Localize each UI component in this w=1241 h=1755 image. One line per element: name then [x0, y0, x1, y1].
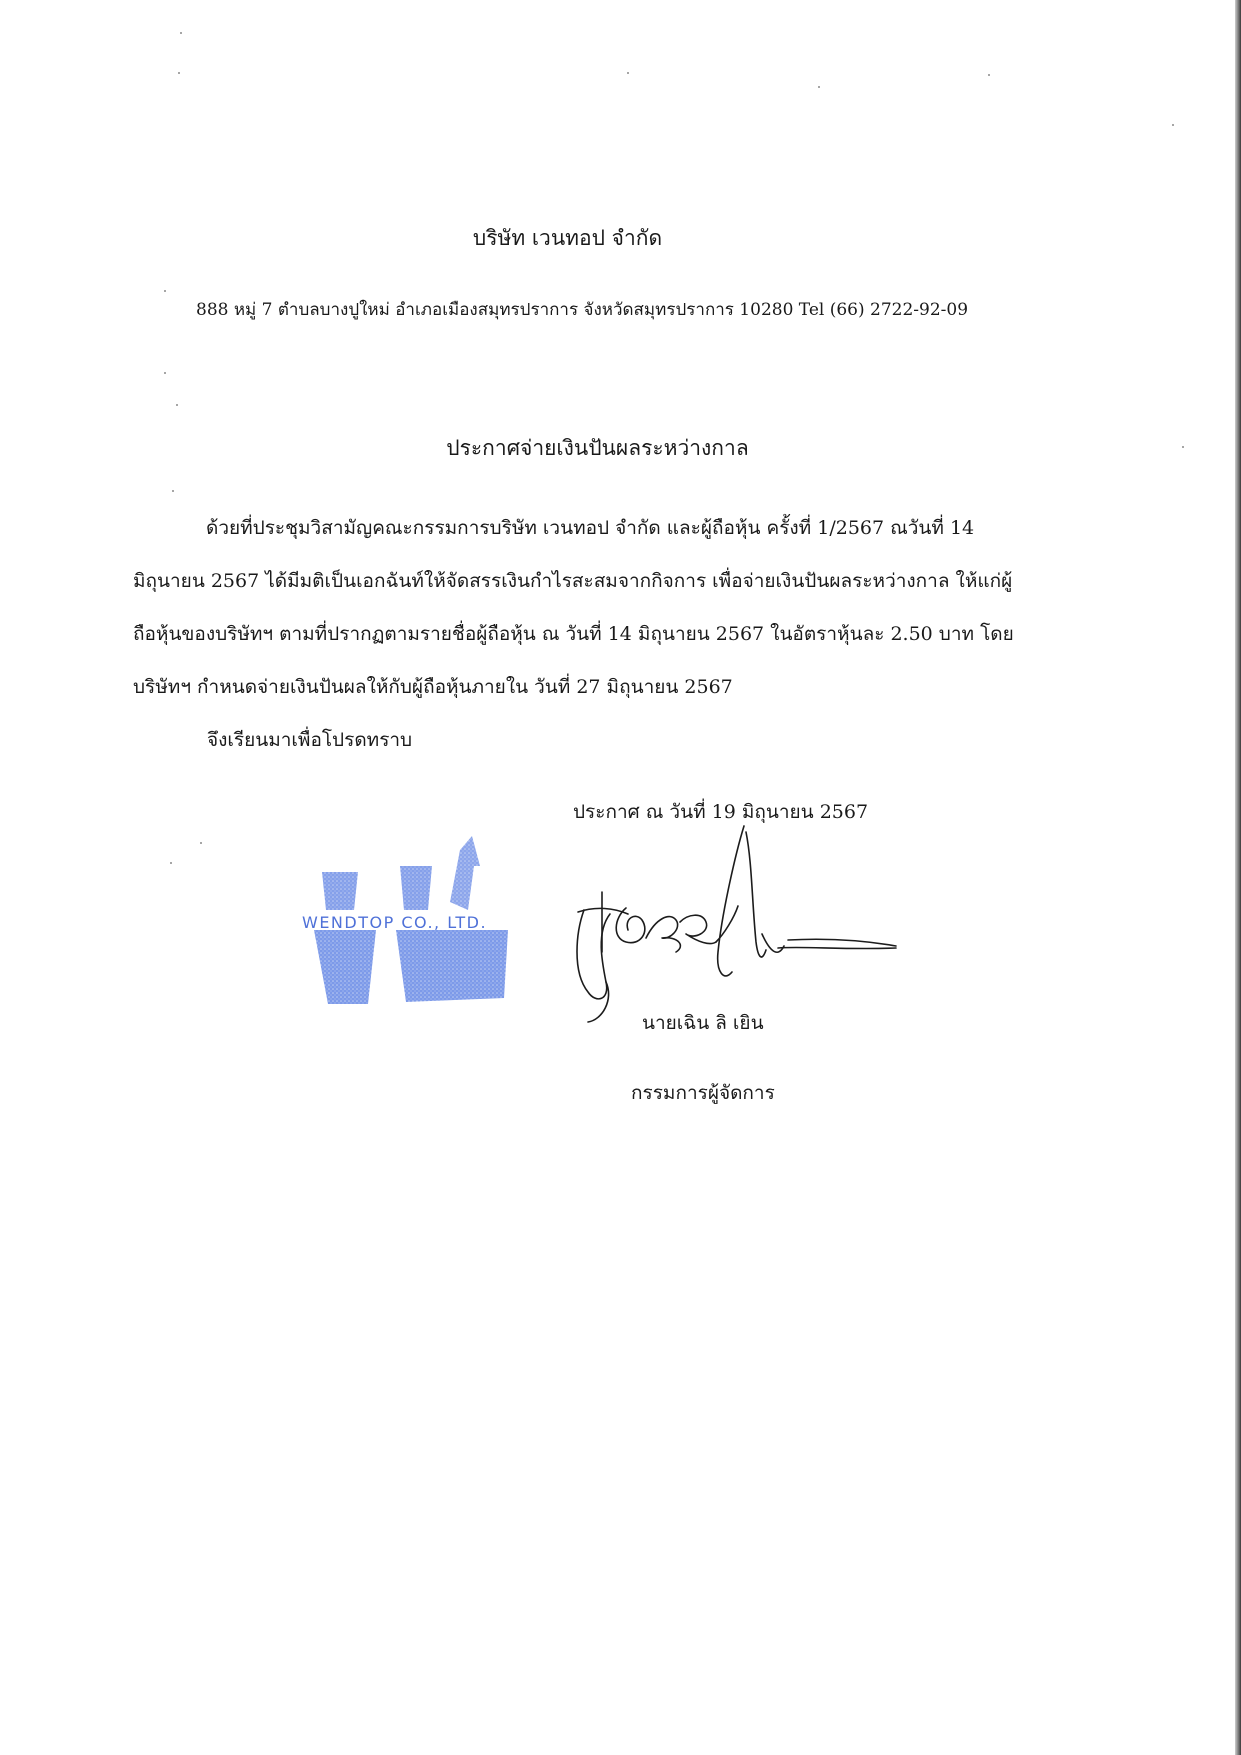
announcement-date: ประกาศ ณ วันที่ 19 มิถุนายน 2567	[573, 801, 869, 823]
scan-speck	[180, 32, 182, 34]
scan-speck	[988, 74, 990, 76]
stamp-text: WENDTOP CO., LTD.	[302, 913, 488, 932]
scan-speck	[164, 290, 166, 292]
scan-speck	[172, 490, 174, 492]
scan-speck	[200, 842, 202, 844]
page-edge-shadow	[1235, 0, 1241, 1755]
signatory-name: นายเฉิน ลิ เยิน	[642, 1012, 764, 1034]
closing-remark: จึงเรียนมาเพื่อโปรดทราบ	[207, 729, 413, 751]
company-name: บริษัท เวนทอป จำกัด	[472, 226, 663, 250]
announcement-body	[133, 502, 1093, 714]
company-stamp-logo	[296, 832, 548, 1008]
scan-speck	[1172, 124, 1174, 126]
body-line: บริษัทฯ กำหนดจ่ายเงินปันผลให้กับผู้ถือหุ้นภายใน วันที่ 27 มิถุนายน 2567	[133, 676, 733, 698]
scan-speck	[818, 86, 820, 88]
company-address: 888 หมู่ 7 ตำบลบางปูใหม่ อำเภอเมืองสมุทรปราการ จังหวัดสมุทรปราการ 10280 Tel (66) 2722-92-09	[196, 300, 969, 320]
scan-speck	[627, 72, 629, 74]
body-line: มิถุนายน 2567 ได้มีมติเป็นเอกฉันท์ให้จัดสรรเงินกำไรสะสมจากกิจการ เพื่อจ่ายเงินปันผลระหว่างกาล ให้แก่ผู้	[133, 570, 1013, 592]
body-line: ถือหุ้นของบริษัทฯ ตามที่ปรากฏตามรายชื่อผู้ถือหุ้น ณ วันที่ 14 มิถุนายน 2567 ในอัตราหุ้นละ 2.50 บาท โดย	[133, 623, 1014, 645]
announcement-title: ประกาศจ่ายเงินปันผลระหว่างกาล	[446, 436, 749, 460]
scan-speck	[164, 372, 166, 374]
scan-speck	[170, 862, 172, 864]
scan-speck	[176, 404, 178, 406]
body-line: ด้วยที่ประชุมวิสามัญคณะกรรมการบริษัท เวนทอป จำกัด และผู้ถือหุ้น ครั้งที่ 1/2567 ณวันที่ 14	[206, 517, 975, 539]
signatory-title: กรรมการผู้จัดการ	[631, 1082, 775, 1104]
handwritten-signature	[566, 822, 921, 1037]
scan-speck	[178, 72, 180, 74]
